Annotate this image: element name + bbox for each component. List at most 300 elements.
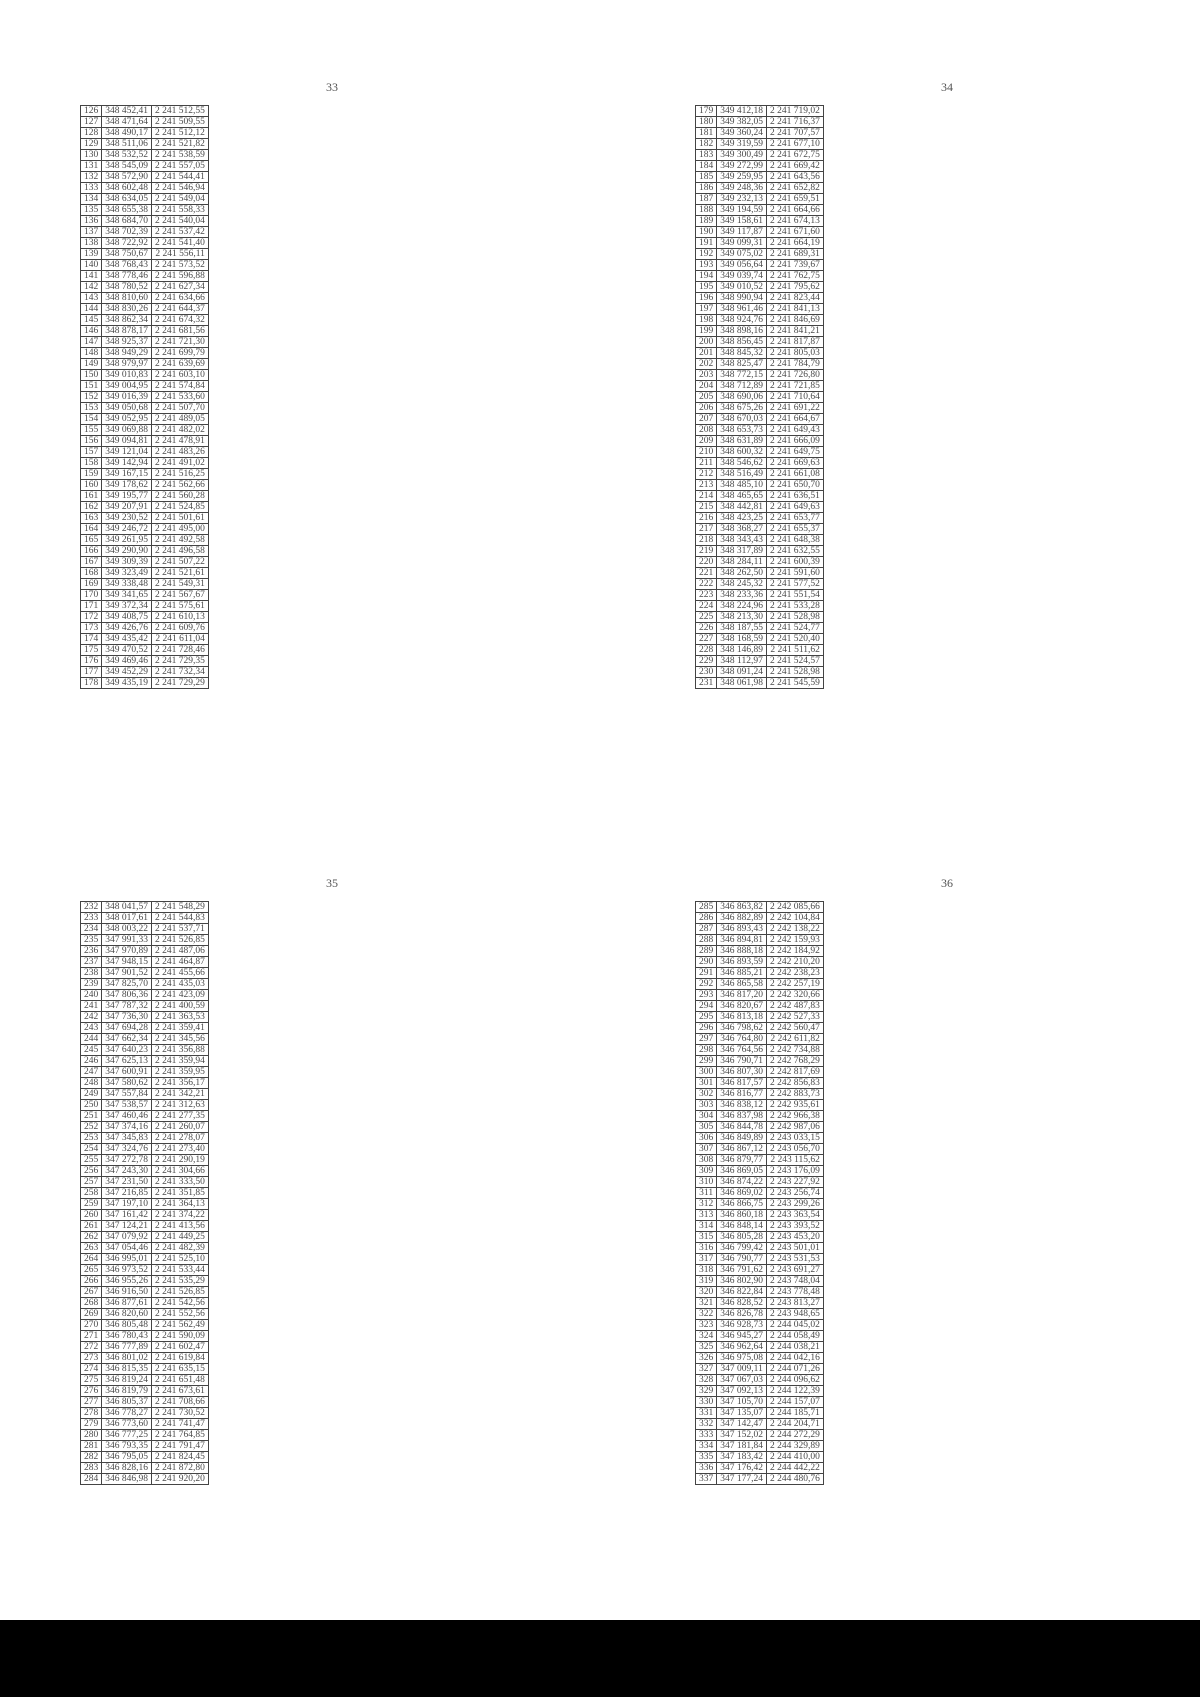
y-coordinate-cell: 2 241 652,82	[767, 183, 824, 194]
point-number-cell: 267	[81, 1287, 102, 1298]
table-row	[81, 1254, 209, 1265]
point-number-cell: 278	[81, 1408, 102, 1419]
point-number-cell: 224	[696, 601, 717, 612]
y-coordinate-cell: 2 241 603,10	[152, 370, 209, 381]
point-number-cell: 196	[696, 293, 717, 304]
point-number-cell: 159	[81, 469, 102, 480]
y-coordinate-cell: 2 241 716,37	[767, 117, 824, 128]
y-coordinate-cell: 2 241 661,08	[767, 469, 824, 480]
coordinates-table	[695, 901, 824, 1485]
table-row	[696, 924, 824, 935]
table-row	[696, 425, 824, 436]
y-coordinate-cell: 2 241 671,60	[767, 227, 824, 238]
point-number-cell: 228	[696, 645, 717, 656]
x-coordinate-cell: 346 805,48	[102, 1320, 152, 1331]
x-coordinate-cell: 347 600,91	[102, 1067, 152, 1078]
x-coordinate-cell: 347 460,46	[102, 1111, 152, 1122]
point-number-cell: 290	[696, 957, 717, 968]
x-coordinate-cell: 348 511,06	[102, 139, 152, 150]
x-coordinate-cell: 348 041,57	[102, 902, 152, 913]
x-coordinate-cell: 349 195,77	[102, 491, 152, 502]
table-row	[696, 139, 824, 150]
table-row	[81, 1210, 209, 1221]
table-row	[81, 1298, 209, 1309]
x-coordinate-cell: 347 970,89	[102, 946, 152, 957]
x-coordinate-cell: 346 874,22	[717, 1177, 767, 1188]
table-row	[696, 469, 824, 480]
x-coordinate-cell: 348 778,46	[102, 271, 152, 282]
point-number-cell: 306	[696, 1133, 717, 1144]
point-number-cell: 206	[696, 403, 717, 414]
table-row	[696, 1089, 824, 1100]
table-row	[81, 469, 209, 480]
y-coordinate-cell: 2 241 739,67	[767, 260, 824, 271]
y-coordinate-cell: 2 241 732,34	[152, 667, 209, 678]
x-coordinate-cell: 346 893,43	[717, 924, 767, 935]
y-coordinate-cell: 2 242 238,23	[767, 968, 824, 979]
y-coordinate-cell: 2 242 987,06	[767, 1122, 824, 1133]
point-number-cell: 127	[81, 117, 102, 128]
x-coordinate-cell: 348 343,43	[717, 535, 767, 546]
x-coordinate-cell: 348 452,41	[102, 106, 152, 117]
x-coordinate-cell: 346 945,27	[717, 1331, 767, 1342]
point-number-cell: 329	[696, 1386, 717, 1397]
y-coordinate-cell: 2 241 260,07	[152, 1122, 209, 1133]
y-coordinate-cell: 2 241 551,54	[767, 590, 824, 601]
y-coordinate-cell: 2 241 560,28	[152, 491, 209, 502]
table-row	[81, 260, 209, 271]
x-coordinate-cell: 348 631,89	[717, 436, 767, 447]
point-number-cell: 202	[696, 359, 717, 370]
y-coordinate-cell: 2 241 549,04	[152, 194, 209, 205]
x-coordinate-cell: 348 245,32	[717, 579, 767, 590]
y-coordinate-cell: 2 241 824,45	[152, 1452, 209, 1463]
table-row	[696, 480, 824, 491]
x-coordinate-cell: 346 798,62	[717, 1023, 767, 1034]
y-coordinate-cell: 2 241 511,62	[767, 645, 824, 656]
table-row	[81, 381, 209, 392]
point-number-cell: 221	[696, 568, 717, 579]
point-number-cell: 231	[696, 678, 717, 689]
point-number-cell: 327	[696, 1364, 717, 1375]
x-coordinate-cell: 348 990,94	[717, 293, 767, 304]
point-number-cell: 275	[81, 1375, 102, 1386]
x-coordinate-cell: 347 135,07	[717, 1408, 767, 1419]
y-coordinate-cell: 2 242 138,22	[767, 924, 824, 935]
table-row	[81, 1276, 209, 1287]
x-coordinate-cell: 346 801,02	[102, 1353, 152, 1364]
x-coordinate-cell: 346 893,59	[717, 957, 767, 968]
y-coordinate-cell: 2 241 574,84	[152, 381, 209, 392]
table-row	[81, 1232, 209, 1243]
x-coordinate-cell: 346 793,35	[102, 1441, 152, 1452]
x-coordinate-cell: 348 856,45	[717, 337, 767, 348]
table-row	[696, 1441, 824, 1452]
table-row	[696, 1122, 824, 1133]
x-coordinate-cell: 349 142,94	[102, 458, 152, 469]
point-number-cell: 183	[696, 150, 717, 161]
x-coordinate-cell: 347 142,47	[717, 1419, 767, 1430]
table-row	[81, 946, 209, 957]
point-number-cell: 260	[81, 1210, 102, 1221]
x-coordinate-cell: 346 869,02	[717, 1188, 767, 1199]
point-number-cell: 185	[696, 172, 717, 183]
point-number-cell: 193	[696, 260, 717, 271]
point-number-cell: 219	[696, 546, 717, 557]
point-number-cell: 319	[696, 1276, 717, 1287]
table-row	[81, 1089, 209, 1100]
x-coordinate-cell: 346 828,52	[717, 1298, 767, 1309]
point-number-cell: 222	[696, 579, 717, 590]
table-row	[696, 1331, 824, 1342]
table-row	[81, 1056, 209, 1067]
point-number-cell: 132	[81, 172, 102, 183]
x-coordinate-cell: 348 898,16	[717, 326, 767, 337]
coordinates-table	[80, 105, 209, 689]
y-coordinate-cell: 2 241 591,60	[767, 568, 824, 579]
x-coordinate-cell: 349 052,95	[102, 414, 152, 425]
y-coordinate-cell: 2 241 567,67	[152, 590, 209, 601]
table-row	[696, 227, 824, 238]
point-number-cell: 254	[81, 1144, 102, 1155]
y-coordinate-cell: 2 241 359,41	[152, 1023, 209, 1034]
x-coordinate-cell: 346 894,81	[717, 935, 767, 946]
x-coordinate-cell: 346 802,90	[717, 1276, 767, 1287]
table-row	[696, 1067, 824, 1078]
x-coordinate-cell: 348 655,38	[102, 205, 152, 216]
x-coordinate-cell: 346 838,12	[717, 1100, 767, 1111]
point-number-cell: 323	[696, 1320, 717, 1331]
point-number-cell: 177	[81, 667, 102, 678]
y-coordinate-cell: 2 241 356,17	[152, 1078, 209, 1089]
table-row	[696, 238, 824, 249]
x-coordinate-cell: 346 764,56	[717, 1045, 767, 1056]
table-row	[696, 293, 824, 304]
x-coordinate-cell: 347 272,78	[102, 1155, 152, 1166]
bottom-black-bar	[0, 1620, 1200, 1697]
point-number-cell: 235	[81, 935, 102, 946]
point-number-cell: 307	[696, 1144, 717, 1155]
y-coordinate-cell: 2 241 400,59	[152, 1001, 209, 1012]
y-coordinate-cell: 2 242 768,29	[767, 1056, 824, 1067]
table-row	[696, 447, 824, 458]
x-coordinate-cell: 348 485,10	[717, 480, 767, 491]
y-coordinate-cell: 2 241 619,84	[152, 1353, 209, 1364]
y-coordinate-cell: 2 241 729,35	[152, 656, 209, 667]
point-number-cell: 187	[696, 194, 717, 205]
point-number-cell: 175	[81, 645, 102, 656]
table-row	[696, 183, 824, 194]
table-row	[696, 1133, 824, 1144]
x-coordinate-cell: 347 948,15	[102, 957, 152, 968]
point-number-cell: 216	[696, 513, 717, 524]
table-row	[696, 979, 824, 990]
x-coordinate-cell: 349 452,29	[102, 667, 152, 678]
point-number-cell: 130	[81, 150, 102, 161]
table-row	[696, 645, 824, 656]
y-coordinate-cell: 2 243 778,48	[767, 1287, 824, 1298]
table-row	[81, 227, 209, 238]
point-number-cell: 250	[81, 1100, 102, 1111]
y-coordinate-cell: 2 241 664,66	[767, 205, 824, 216]
y-coordinate-cell: 2 241 805,03	[767, 348, 824, 359]
y-coordinate-cell: 2 241 423,09	[152, 990, 209, 1001]
y-coordinate-cell: 2 241 545,59	[767, 678, 824, 689]
table-row	[81, 590, 209, 601]
point-number-cell: 251	[81, 1111, 102, 1122]
point-number-cell: 151	[81, 381, 102, 392]
point-number-cell: 282	[81, 1452, 102, 1463]
point-number-cell: 223	[696, 590, 717, 601]
point-number-cell: 318	[696, 1265, 717, 1276]
point-number-cell: 247	[81, 1067, 102, 1078]
point-number-cell: 263	[81, 1243, 102, 1254]
x-coordinate-cell: 349 426,76	[102, 623, 152, 634]
point-number-cell: 204	[696, 381, 717, 392]
point-number-cell: 138	[81, 238, 102, 249]
x-coordinate-cell: 346 780,43	[102, 1331, 152, 1342]
point-number-cell: 218	[696, 535, 717, 546]
point-number-cell: 214	[696, 491, 717, 502]
x-coordinate-cell: 346 795,05	[102, 1452, 152, 1463]
table-row	[81, 1375, 209, 1386]
point-number-cell: 332	[696, 1419, 717, 1430]
y-coordinate-cell: 2 241 655,37	[767, 524, 824, 535]
x-coordinate-cell: 346 863,82	[717, 902, 767, 913]
point-number-cell: 284	[81, 1474, 102, 1485]
table-row	[696, 667, 824, 678]
x-coordinate-cell: 347 177,24	[717, 1474, 767, 1485]
y-coordinate-cell: 2 244 058,49	[767, 1331, 824, 1342]
table-row	[696, 326, 824, 337]
x-coordinate-cell: 346 962,64	[717, 1342, 767, 1353]
table-row	[81, 1188, 209, 1199]
table-row	[696, 1078, 824, 1089]
x-coordinate-cell: 347 736,30	[102, 1012, 152, 1023]
x-coordinate-cell: 348 003,22	[102, 924, 152, 935]
point-number-cell: 337	[696, 1474, 717, 1485]
x-coordinate-cell: 347 825,70	[102, 979, 152, 990]
table-row	[696, 315, 824, 326]
x-coordinate-cell: 349 341,65	[102, 590, 152, 601]
table-row	[81, 1045, 209, 1056]
table-row	[696, 1276, 824, 1287]
point-number-cell: 311	[696, 1188, 717, 1199]
table-row	[696, 392, 824, 403]
table-row	[696, 1232, 824, 1243]
point-number-cell: 220	[696, 557, 717, 568]
x-coordinate-cell: 347 176,42	[717, 1463, 767, 1474]
y-coordinate-cell: 2 241 689,31	[767, 249, 824, 260]
point-number-cell: 261	[81, 1221, 102, 1232]
table-row	[81, 1166, 209, 1177]
table-row	[696, 1221, 824, 1232]
x-coordinate-cell: 347 580,62	[102, 1078, 152, 1089]
point-number-cell: 147	[81, 337, 102, 348]
x-coordinate-cell: 347 197,10	[102, 1199, 152, 1210]
x-coordinate-cell: 348 602,48	[102, 183, 152, 194]
x-coordinate-cell: 348 600,32	[717, 447, 767, 458]
table-row	[81, 150, 209, 161]
y-coordinate-cell: 2 241 507,70	[152, 403, 209, 414]
point-number-cell: 170	[81, 590, 102, 601]
point-number-cell: 129	[81, 139, 102, 150]
point-number-cell: 190	[696, 227, 717, 238]
table-row	[696, 1144, 824, 1155]
x-coordinate-cell: 348 490,17	[102, 128, 152, 139]
x-coordinate-cell: 348 187,55	[717, 623, 767, 634]
table-row	[81, 1331, 209, 1342]
table-row	[696, 601, 824, 612]
x-coordinate-cell: 346 866,75	[717, 1199, 767, 1210]
point-number-cell: 192	[696, 249, 717, 260]
table-row	[696, 579, 824, 590]
x-coordinate-cell: 348 845,32	[717, 348, 767, 359]
x-coordinate-cell: 347 374,16	[102, 1122, 152, 1133]
table-row	[696, 1408, 824, 1419]
point-number-cell: 257	[81, 1177, 102, 1188]
table-row	[81, 1342, 209, 1353]
x-coordinate-cell: 348 112,97	[717, 656, 767, 667]
point-number-cell: 211	[696, 458, 717, 469]
point-number-cell: 184	[696, 161, 717, 172]
point-number-cell: 152	[81, 392, 102, 403]
table-row	[81, 1100, 209, 1111]
table-row	[81, 667, 209, 678]
point-number-cell: 161	[81, 491, 102, 502]
x-coordinate-cell: 348 825,47	[717, 359, 767, 370]
y-coordinate-cell: 2 241 491,02	[152, 458, 209, 469]
x-coordinate-cell: 348 949,29	[102, 348, 152, 359]
x-coordinate-cell: 349 158,61	[717, 216, 767, 227]
point-number-cell: 134	[81, 194, 102, 205]
x-coordinate-cell: 349 469,46	[102, 656, 152, 667]
y-coordinate-cell: 2 241 528,98	[767, 667, 824, 678]
point-number-cell: 128	[81, 128, 102, 139]
table-row	[81, 436, 209, 447]
x-coordinate-cell: 348 768,43	[102, 260, 152, 271]
table-row	[81, 326, 209, 337]
y-coordinate-cell: 2 241 627,34	[152, 282, 209, 293]
y-coordinate-cell: 2 244 185,71	[767, 1408, 824, 1419]
x-coordinate-cell: 347 345,83	[102, 1133, 152, 1144]
table-row	[81, 1078, 209, 1089]
x-coordinate-cell: 348 061,98	[717, 678, 767, 689]
x-coordinate-cell: 347 152,02	[717, 1430, 767, 1441]
point-number-cell: 201	[696, 348, 717, 359]
y-coordinate-cell: 2 243 256,74	[767, 1188, 824, 1199]
point-number-cell: 291	[696, 968, 717, 979]
y-coordinate-cell: 2 243 393,52	[767, 1221, 824, 1232]
table-row	[696, 370, 824, 381]
x-coordinate-cell: 346 849,89	[717, 1133, 767, 1144]
y-coordinate-cell: 2 241 669,63	[767, 458, 824, 469]
y-coordinate-cell: 2 243 363,54	[767, 1210, 824, 1221]
x-coordinate-cell: 349 319,59	[717, 139, 767, 150]
x-coordinate-cell: 348 572,90	[102, 172, 152, 183]
table-row	[81, 1320, 209, 1331]
point-number-cell: 168	[81, 568, 102, 579]
point-number-cell: 160	[81, 480, 102, 491]
x-coordinate-cell: 348 423,25	[717, 513, 767, 524]
table-row	[696, 1056, 824, 1067]
table-row	[81, 271, 209, 282]
table-row	[696, 1430, 824, 1441]
point-number-cell: 288	[696, 935, 717, 946]
x-coordinate-cell: 346 844,78	[717, 1122, 767, 1133]
y-coordinate-cell: 2 243 115,62	[767, 1155, 824, 1166]
x-coordinate-cell: 349 010,52	[717, 282, 767, 293]
y-coordinate-cell: 2 241 273,40	[152, 1144, 209, 1155]
table-row	[696, 249, 824, 260]
point-number-cell: 140	[81, 260, 102, 271]
x-coordinate-cell: 349 094,81	[102, 436, 152, 447]
y-coordinate-cell: 2 241 533,60	[152, 392, 209, 403]
x-coordinate-cell: 348 810,60	[102, 293, 152, 304]
point-number-cell: 298	[696, 1045, 717, 1056]
point-number-cell: 255	[81, 1155, 102, 1166]
table-row	[696, 337, 824, 348]
point-number-cell: 141	[81, 271, 102, 282]
table-row	[696, 1452, 824, 1463]
y-coordinate-cell: 2 243 299,26	[767, 1199, 824, 1210]
x-coordinate-cell: 348 471,64	[102, 117, 152, 128]
table-row	[81, 557, 209, 568]
x-coordinate-cell: 347 161,42	[102, 1210, 152, 1221]
table-row	[81, 348, 209, 359]
table-row	[81, 612, 209, 623]
table-row	[696, 491, 824, 502]
y-coordinate-cell: 2 241 304,66	[152, 1166, 209, 1177]
point-number-cell: 227	[696, 634, 717, 645]
table-row	[696, 216, 824, 227]
point-number-cell: 321	[696, 1298, 717, 1309]
point-number-cell: 324	[696, 1331, 717, 1342]
point-number-cell: 173	[81, 623, 102, 634]
coordinates-table	[695, 105, 824, 689]
point-number-cell: 139	[81, 249, 102, 260]
y-coordinate-cell: 2 241 632,55	[767, 546, 824, 557]
y-coordinate-cell: 2 243 691,27	[767, 1265, 824, 1276]
point-number-cell: 264	[81, 1254, 102, 1265]
y-coordinate-cell: 2 241 501,61	[152, 513, 209, 524]
y-coordinate-cell: 2 241 562,49	[152, 1320, 209, 1331]
point-number-cell: 335	[696, 1452, 717, 1463]
x-coordinate-cell: 347 054,46	[102, 1243, 152, 1254]
y-coordinate-cell: 2 243 033,15	[767, 1133, 824, 1144]
x-coordinate-cell: 349 232,13	[717, 194, 767, 205]
x-coordinate-cell: 346 815,35	[102, 1364, 152, 1375]
table-row	[81, 1221, 209, 1232]
x-coordinate-cell: 349 372,34	[102, 601, 152, 612]
y-coordinate-cell: 2 241 841,21	[767, 326, 824, 337]
table-row	[696, 1166, 824, 1177]
x-coordinate-cell: 347 991,33	[102, 935, 152, 946]
y-coordinate-cell: 2 241 674,32	[152, 315, 209, 326]
table-row	[81, 1133, 209, 1144]
table-row	[696, 348, 824, 359]
y-coordinate-cell: 2 241 730,52	[152, 1408, 209, 1419]
table-row	[696, 656, 824, 667]
point-number-cell: 149	[81, 359, 102, 370]
table-row	[81, 968, 209, 979]
y-coordinate-cell: 2 241 356,88	[152, 1045, 209, 1056]
point-number-cell: 279	[81, 1419, 102, 1430]
x-coordinate-cell: 349 004,95	[102, 381, 152, 392]
x-coordinate-cell: 347 662,34	[102, 1034, 152, 1045]
point-number-cell: 336	[696, 1463, 717, 1474]
point-number-cell: 217	[696, 524, 717, 535]
